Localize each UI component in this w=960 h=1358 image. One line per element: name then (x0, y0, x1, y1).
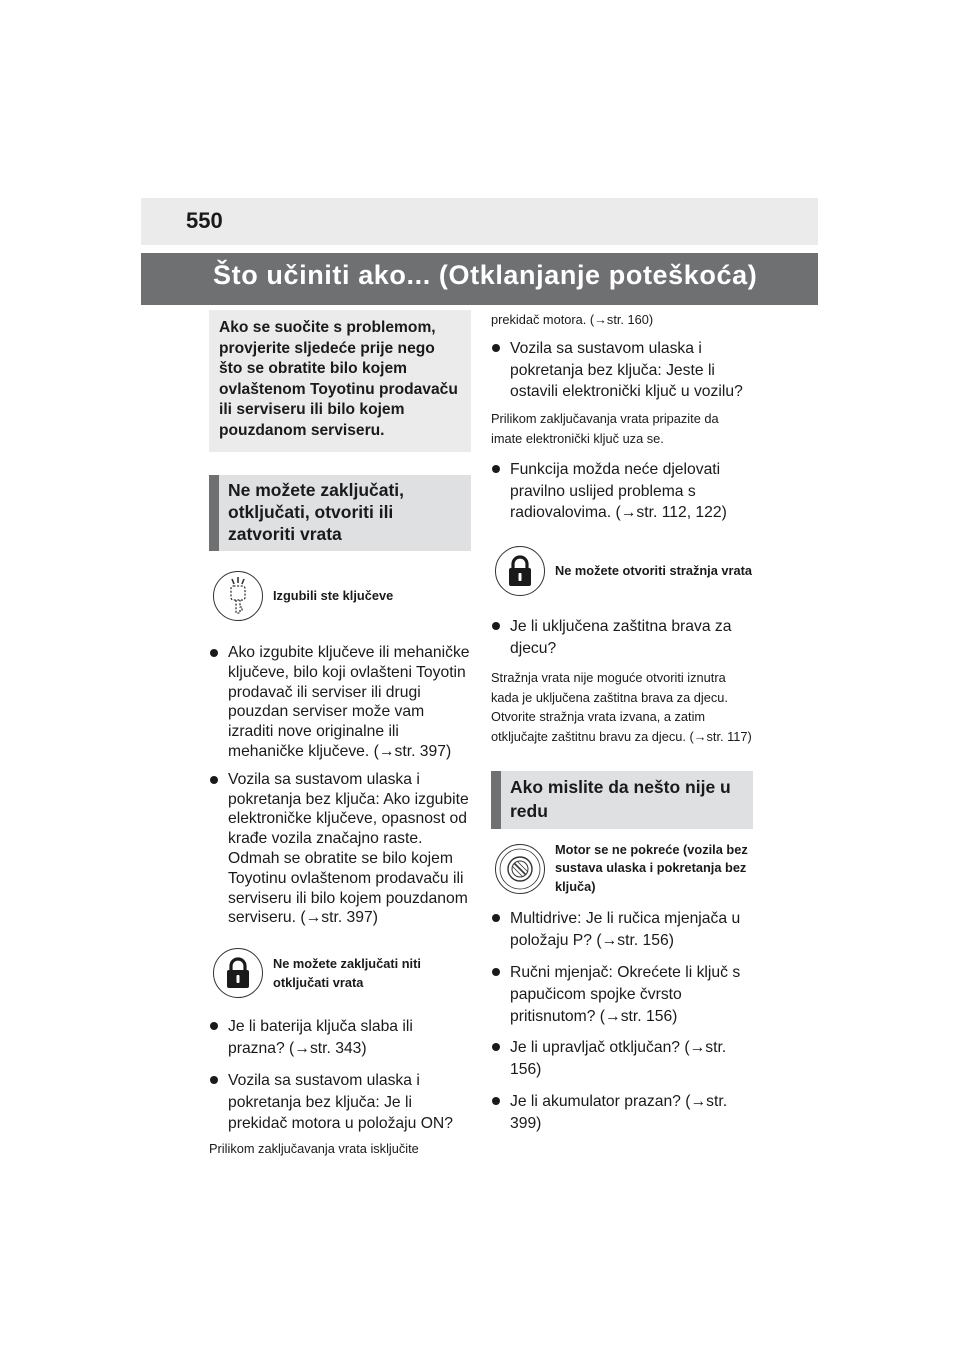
left-column (209, 310, 471, 1159)
page-title: Što učiniti ako... (Otklanjanje poteškoća) (213, 260, 758, 290)
right-column (491, 310, 753, 1135)
subheading-text: Ne možete otvoriti stražnja vrata (555, 563, 752, 579)
list-item-text: Je li baterija ključa slaba ili prazna? (→str. 343) (228, 1018, 413, 1057)
list-item (491, 338, 753, 403)
note-text: Stražnja vrata nije moguće otvoriti iznutra kada je uključena zaštitna brava za djecu. Otvorite stražnja vrata izvana, a zatim otključajte zaštitnu bravu za djecu. (→str. 117) (491, 669, 752, 745)
section-heading-accent (491, 771, 501, 829)
list-item-text: Multidrive: Je li ručica mjenjača u položaju P? (→str. 156) (510, 910, 741, 950)
lost-key-icon (213, 571, 263, 621)
bullet-dot (491, 1037, 510, 1081)
list-item-text: Ako izgubite ključeve ili mehaničke ključeve, bilo koji ovlašteni Toyotin prodavač ili serviser ili drugi pouzdan serviser može vam izraditi nove originalne ili mehaničke ključeve. (→str. 397) (228, 644, 470, 760)
bullet-dot (209, 1016, 228, 1060)
list-item-text: Vozila sa sustavom ulaska i pokretanja bez ključa: Ako izgubite elektroničke ključeve, opasnost od krađe vozila značajno raste. Odmah se obratite se bilo kojem Toyotinu ovlaštenom prodavaču ili serviseru ili bilo kojem pouzdanom serviseru. (→str. 397) (228, 770, 469, 927)
list-item (491, 459, 753, 524)
section-heading-text: Ne možete zaključati, otključati, otvoriti ili zatvoriti vrata (228, 480, 405, 544)
bullet-dot (209, 770, 228, 928)
bullet-dot (491, 459, 510, 524)
title-bar (141, 253, 818, 305)
subheading-lost-keys (213, 571, 471, 621)
list-item-text: Funkcija možda neće djelovati pravilno uslijed problema s radiovalovima. (→str. 112, 122) (510, 460, 727, 522)
bullet-dot (491, 616, 510, 660)
subheading-text: Izgubili ste ključeve (273, 588, 394, 604)
bullet-dot (209, 1070, 228, 1135)
list-item-text: Je li akumulator prazan? (→str. 399) (510, 1093, 728, 1132)
bullet-dot (491, 1091, 510, 1135)
subheading-engine (495, 841, 753, 897)
note-text: Prilikom zaključavanja vrata isključite (209, 1141, 419, 1157)
intro-box: Ako se suočite s problemom, provjerite sljedeće prije nego što se obratite bilo kojem ovlaštenom Toyotinu prodavaču ili serviseru ili bilo kojem pouzdanom serviseru. (209, 310, 471, 452)
bullet-dot (209, 643, 228, 762)
list-item-text: Vozila sa sustavom ulaska i pokretanja bez ključa: Je li prekidač motora u položaju ON? (228, 1071, 453, 1133)
subheading-text: Motor se ne pokreće (vozila bez sustava ulaska i pokretanja bez ključa) (555, 841, 748, 894)
list-item-text: Vozila sa sustavom ulaska i pokretanja bez ključa: Jeste li ostavili elektronički ključ u vozilu? (510, 339, 743, 401)
list-item (491, 1037, 753, 1081)
list-item (491, 962, 753, 1027)
list-item-text: Je li upravljač otključan? (→str. 156) (510, 1039, 727, 1079)
section-heading-problem (491, 771, 753, 829)
section-heading-doors (209, 475, 471, 551)
padlock-icon (495, 546, 545, 596)
note-text: Prilikom zaključavanja vrata pripazite da imate elektronički ključ uza se. (491, 411, 719, 446)
page-number: 550 (186, 208, 223, 233)
bullet-dot (491, 908, 510, 952)
list-item-text: Ručni mjenjač: Okrećete li ključ s papučicom spojke čvrsto pritisnutom? (→str. 156) (510, 964, 741, 1025)
list-item (491, 1091, 753, 1135)
ignition-switch-icon (495, 844, 545, 894)
page-number-bar (141, 198, 818, 245)
subheading-cannot-lock (213, 948, 471, 998)
padlock-icon (213, 948, 263, 998)
subheading-rear-door (495, 546, 753, 596)
list-item (491, 908, 753, 952)
list-item (209, 1016, 471, 1060)
section-heading-text: Ako mislite da nešto nije u redu (510, 776, 731, 821)
list-item (209, 770, 471, 928)
section-heading-accent (209, 475, 219, 551)
bullet-dot (491, 338, 510, 403)
subheading-text: Ne možete zaključati niti otključati vrata (273, 955, 421, 991)
list-item (209, 1070, 471, 1135)
bullet-dot (491, 962, 510, 1027)
list-item (209, 643, 471, 762)
list-item-text: Je li uključena zaštitna brava za djecu? (510, 618, 732, 657)
note-text: prekidač motora. (→str. 160) (491, 312, 654, 327)
list-item (491, 616, 753, 660)
